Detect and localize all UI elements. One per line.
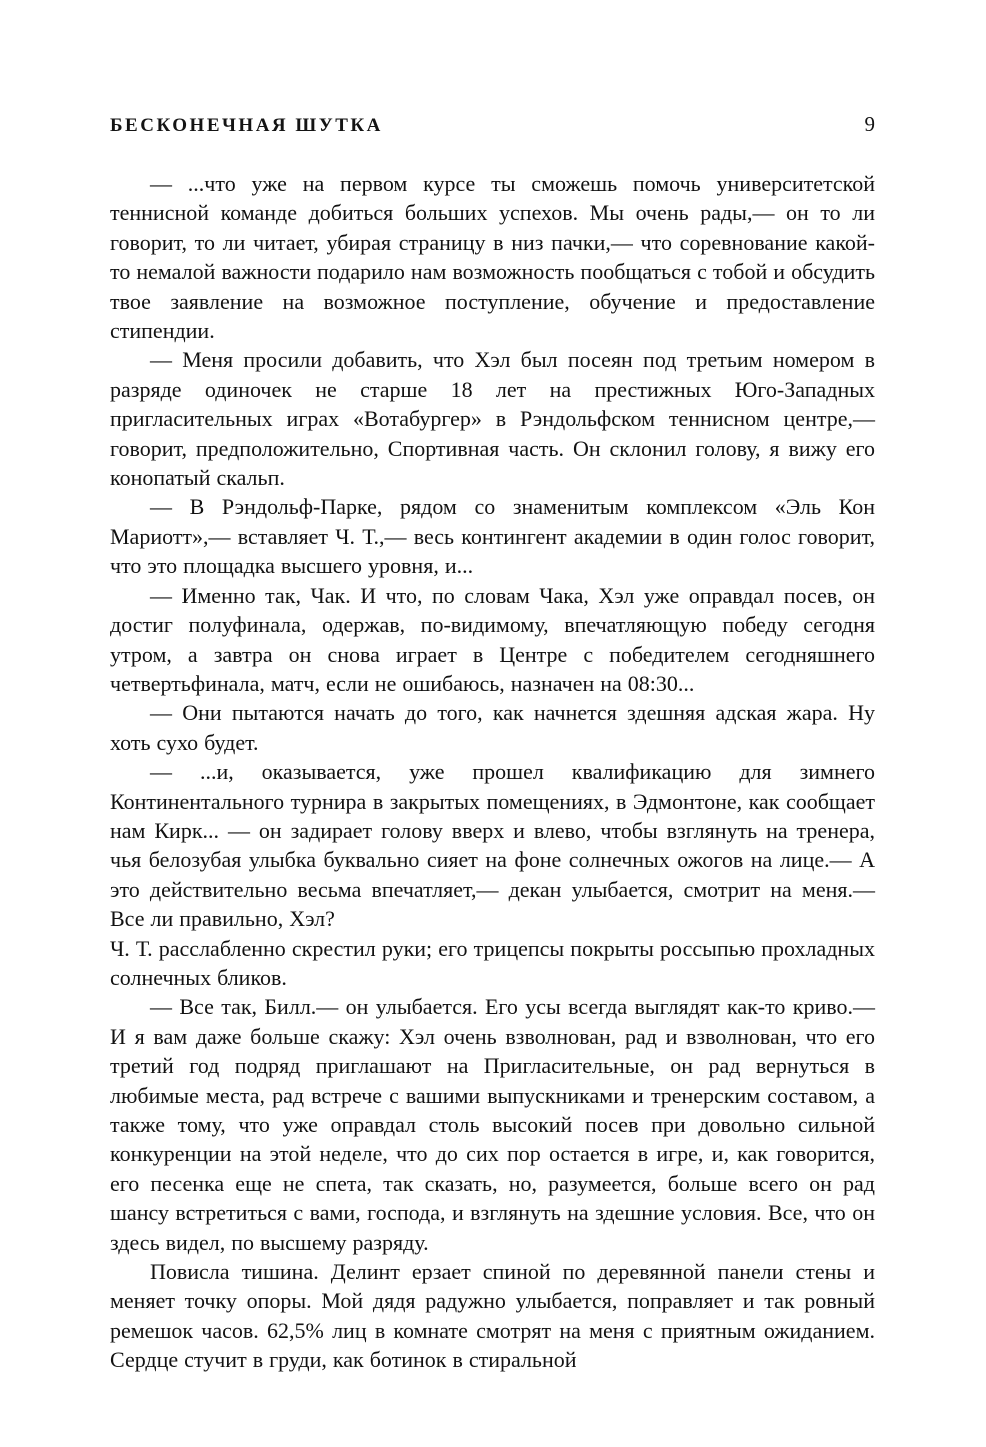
book-title: БЕСКОНЕЧНАЯ ШУТКА <box>110 115 383 136</box>
paragraph: — ...и, оказывается, уже прошел квалификацию для зимнего Континентального турнира в закрытых помещениях, в Эдмонтоне, как сообщает нам Кирк... — он задирает голову вверх и влево, чтобы взглянуть на тренера, чья белозубая улыбка буквально сияет на фоне солнечных ожогов на лице.— А это действительно весьма впечатляет,— декан улыбается, смотрит на меня.— Все ли правильно, Хэл? <box>110 759 875 932</box>
page-number: 9 <box>864 112 875 136</box>
paragraph: — В Рэндольф-Парке, рядом со знаменитым комплексом «Эль Кон Мариотт»,— вставляет Ч. Т.,— весь контингент академии в один голос говорит, что это площадка высшего уровня, и... <box>110 494 875 579</box>
running-header <box>110 112 875 137</box>
page-body <box>110 169 875 1375</box>
paragraph: Повисла тишина. Делинт ерзает спиной по деревянной панели стены и меняет точку опоры. Мой дядя радужно улыбается, поправляет и так ровный ремешок часов. 62,5% лиц в комнате смотрят на меня с приятным ожиданием. Сердце стучит в груди, как ботинок в стиральной <box>110 1259 875 1373</box>
paragraph: — ...что уже на первом курсе ты сможешь помочь университетской теннисной команде добиться больших успехов. Мы очень рады,— он то ли говорит, то ли читает, убирая страницу в низ пачки,— что соревнование какой-то немалой важности подарило нам возможность пообщаться с тобой и обсудить твое заявление на возможное поступление, обучение и предоставление стипендии. <box>110 171 875 344</box>
paragraph: — Они пытаются начать до того, как начнется здешняя адская жара. Ну хоть сухо будет. <box>110 700 875 755</box>
paragraph: — Меня просили добавить, что Хэл был посеян под третьим номером в разряде одиночек не старше 18 лет на престижных Юго-Западных пригласительных играх «Вотабургер» в Рэндольфском теннисном центре,— говорит, предположительно, Спортивная часть. Он склонил голову, я вижу его конопатый скальп. <box>110 347 875 491</box>
paragraph: — Все так, Билл.— он улыбается. Его усы всегда выглядят как-то криво.— И я вам даже больше скажу: Хэл очень взволнован, рад и взволнован, что его третий год подряд приглашают на Пригласительные, он рад вернуться в любимые места, рад встрече с вашими выпускниками и тренерским составом, а также тому, что уже оправдал столь высокий посев при довольно сильной конкуренции на этой неделе, что до сих пор остается в игре, и, как говорится, его песенка еще не спета, так сказать, но, разумеется, больше всего он рад шансу встретиться с вами, господа, и взглянуть на здешние условия. Все, что он здесь видел, по высшему разряду. <box>110 994 875 1255</box>
paragraph: — Именно так, Чак. И что, по словам Чака, Хэл уже оправдал посев, он достиг полуфинала, одержав, по-видимому, впечатляющую победу сегодня утром, а завтра он снова играет в Центре с победителем сегодняшнего четвертьфинала, матч, если не ошибаюсь, назначен на 08:30... <box>110 582 875 696</box>
paragraph: Ч. Т. расслабленно скрестил руки; его трицепсы покрыты россыпью прохладных солнечных бликов. <box>110 935 875 990</box>
